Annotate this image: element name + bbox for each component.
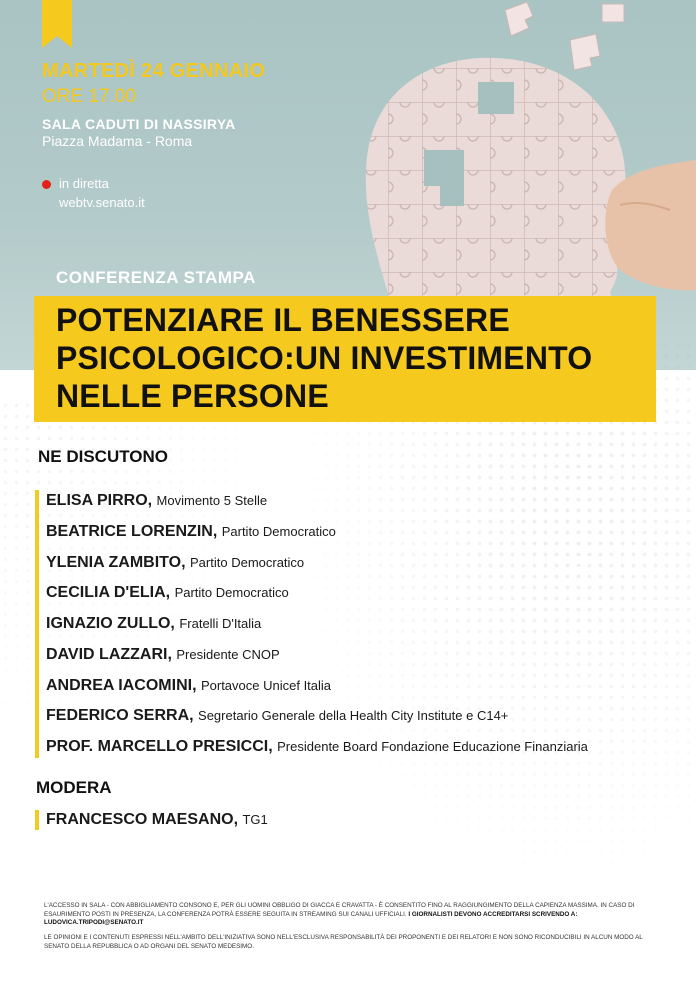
speaker-name: CECILIA D'ELIA, [46, 584, 171, 601]
moderator-role: TG1 [242, 812, 268, 827]
speaker-name: ELISA PIRRO, [46, 492, 153, 509]
speaker-name: YLENIA ZAMBITO, [46, 554, 186, 571]
speaker-role: Presidente Board Fondazione Educazione Finanziaria [277, 739, 588, 754]
title-line: PSICOLOGICO:UN INVESTIMENTO [56, 340, 593, 376]
speaker-name: DAVID LAZZARI, [46, 646, 172, 663]
speaker-name: IGNAZIO ZULLO, [46, 615, 175, 632]
event-address: Piazza Madama - Roma [42, 133, 193, 149]
title-line: POTENZIARE IL BENESSERE [56, 302, 510, 338]
speakers-heading: NE DISCUTONO [38, 447, 169, 466]
event-time: ORE 17.00 [42, 86, 136, 107]
moderator-row [46, 811, 268, 829]
moderator-accent-bar [35, 810, 39, 830]
live-dot-icon [42, 180, 51, 189]
moderator-name: FRANCESCO MAESANO, [46, 811, 239, 828]
accreditation-note: I GIORNALISTI DEVONO ACCREDITARSI SCRIVENDO A: LUDOVICA.TRIPODI@SENATO.IT [44, 910, 578, 927]
speaker-row [46, 492, 267, 510]
speaker-role: Segretario Generale della Health City Institute e C14+ [198, 708, 509, 723]
speaker-name: ANDREA IACOMINI, [46, 677, 197, 694]
moderator-heading: MODERA [36, 778, 112, 797]
speaker-role: Fratelli D'Italia [179, 616, 262, 631]
speaker-role: Presidente CNOP [176, 647, 280, 662]
bookmark-ribbon-icon [42, 0, 72, 48]
speaker-role: Partito Democratico [221, 524, 336, 539]
speaker-row [46, 677, 331, 695]
speaker-row [46, 615, 261, 633]
live-label: in diretta [59, 176, 109, 191]
speaker-row [46, 584, 289, 602]
event-date: MARTEDÌ 24 GENNAIO [42, 60, 266, 82]
speaker-row [46, 646, 280, 664]
access-note [44, 902, 644, 928]
speaker-role: Movimento 5 Stelle [156, 493, 268, 508]
speakers-accent-bar [35, 490, 39, 758]
speaker-row [46, 707, 508, 725]
disclaimer-note: LE OPINIONI E I CONTENUTI ESPRESSI NELL'AMBITO DELL'INIZIATIVA SONO NELL'ESCLUSIVA RESPONSABILITÀ DEI PROPONENTI E DEI RELATORI E NON SONO RICONDUCIBILI IN ALCUN MODO AL SENATO DELLA REPUBBLICA O AD ORGANI DEL SENATO MEDESIMO. [44, 934, 643, 950]
event-venue: SALA CADUTI DI NASSIRYA [42, 116, 236, 132]
speaker-name: PROF. MARCELLO PRESICCI, [46, 738, 273, 755]
speaker-row [46, 523, 336, 541]
speaker-name: FEDERICO SERRA, [46, 707, 194, 724]
dot-pattern [276, 340, 696, 900]
title-line: NELLE PERSONE [56, 378, 329, 414]
conference-kicker: CONFERENZA STAMPA [56, 268, 256, 287]
speaker-row [46, 738, 588, 756]
speaker-row [46, 554, 304, 572]
speaker-role: Partito Democratico [174, 585, 289, 600]
stream-url-link[interactable]: webtv.senato.it [59, 195, 145, 210]
speaker-role: Partito Democratico [190, 555, 305, 570]
speaker-role: Portavoce Unicef Italia [200, 678, 332, 693]
speaker-name: BEATRICE LORENZIN, [46, 523, 218, 540]
access-note-text: L'ACCESSO IN SALA - CON ABBIGLIAMENTO CONSONO E, PER GLI UOMINI OBBLIGO DI GIACCA E CRAVATTA - È CONSENTITO FINO AL RAGGIUNGIMENTO DELLA CAPIENZA MASSIMA. IN CASO DI ESAURIMENTO POSTI IN PRESENZA, LA CONFERENZA POTRÀ ESSERE SEGUITA IN STREAMING SUI CANALI UFFICIALI. [44, 902, 635, 918]
puzzle-head-illustration [320, 0, 696, 330]
